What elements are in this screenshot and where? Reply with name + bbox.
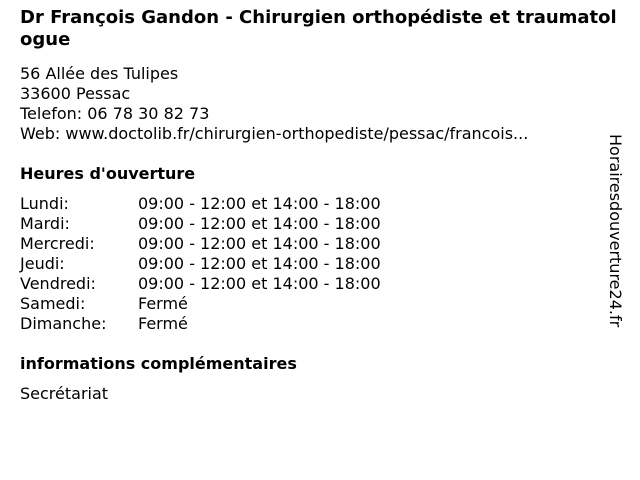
hours-row-wednesday	[20, 234, 381, 254]
opening-hours-table	[20, 194, 381, 334]
street-address: 56 Allée des Tulipes	[20, 64, 179, 83]
time-range: 09:00 - 12:00 et 14:00 - 18:00	[138, 254, 381, 273]
page-title: Dr François Gandon - Chirurgien orthopédiste et traumatologue	[20, 7, 617, 50]
day-label: Mercredi:	[20, 234, 95, 253]
day-label: Jeudi:	[20, 254, 65, 273]
info-heading: informations complémentaires	[20, 354, 297, 373]
time-range: 09:00 - 12:00 et 14:00 - 18:00	[138, 274, 381, 293]
day-label: Vendredi:	[20, 274, 96, 293]
day-label: Mardi:	[20, 214, 70, 233]
day-label: Dimanche:	[20, 314, 107, 333]
hours-row-thursday	[20, 254, 381, 274]
hours-row-sunday	[20, 314, 381, 334]
day-label: Samedi:	[20, 294, 86, 313]
hours-row-tuesday	[20, 214, 381, 234]
city-postcode: 33600 Pessac	[20, 84, 131, 103]
time-range: 09:00 - 12:00 et 14:00 - 18:00	[138, 214, 381, 233]
hours-row-friday	[20, 274, 381, 294]
watermark-text: Horairesdouverture24.fr	[606, 134, 625, 328]
phone-number: Telefon: 06 78 30 82 73	[20, 104, 210, 123]
day-label: Lundi:	[20, 194, 69, 213]
hours-heading: Heures d'ouverture	[20, 164, 196, 183]
website-link[interactable]: Web: www.doctolib.fr/chirurgien-orthopediste/pessac/francois...	[20, 124, 529, 143]
time-range: Fermé	[138, 314, 188, 333]
time-range: 09:00 - 12:00 et 14:00 - 18:00	[138, 234, 381, 253]
hours-row-monday	[20, 194, 381, 214]
time-range: Fermé	[138, 294, 188, 313]
hours-row-saturday	[20, 294, 381, 314]
time-range: 09:00 - 12:00 et 14:00 - 18:00	[138, 194, 381, 213]
address-block	[20, 64, 528, 144]
info-text: Secrétariat	[20, 384, 109, 403]
